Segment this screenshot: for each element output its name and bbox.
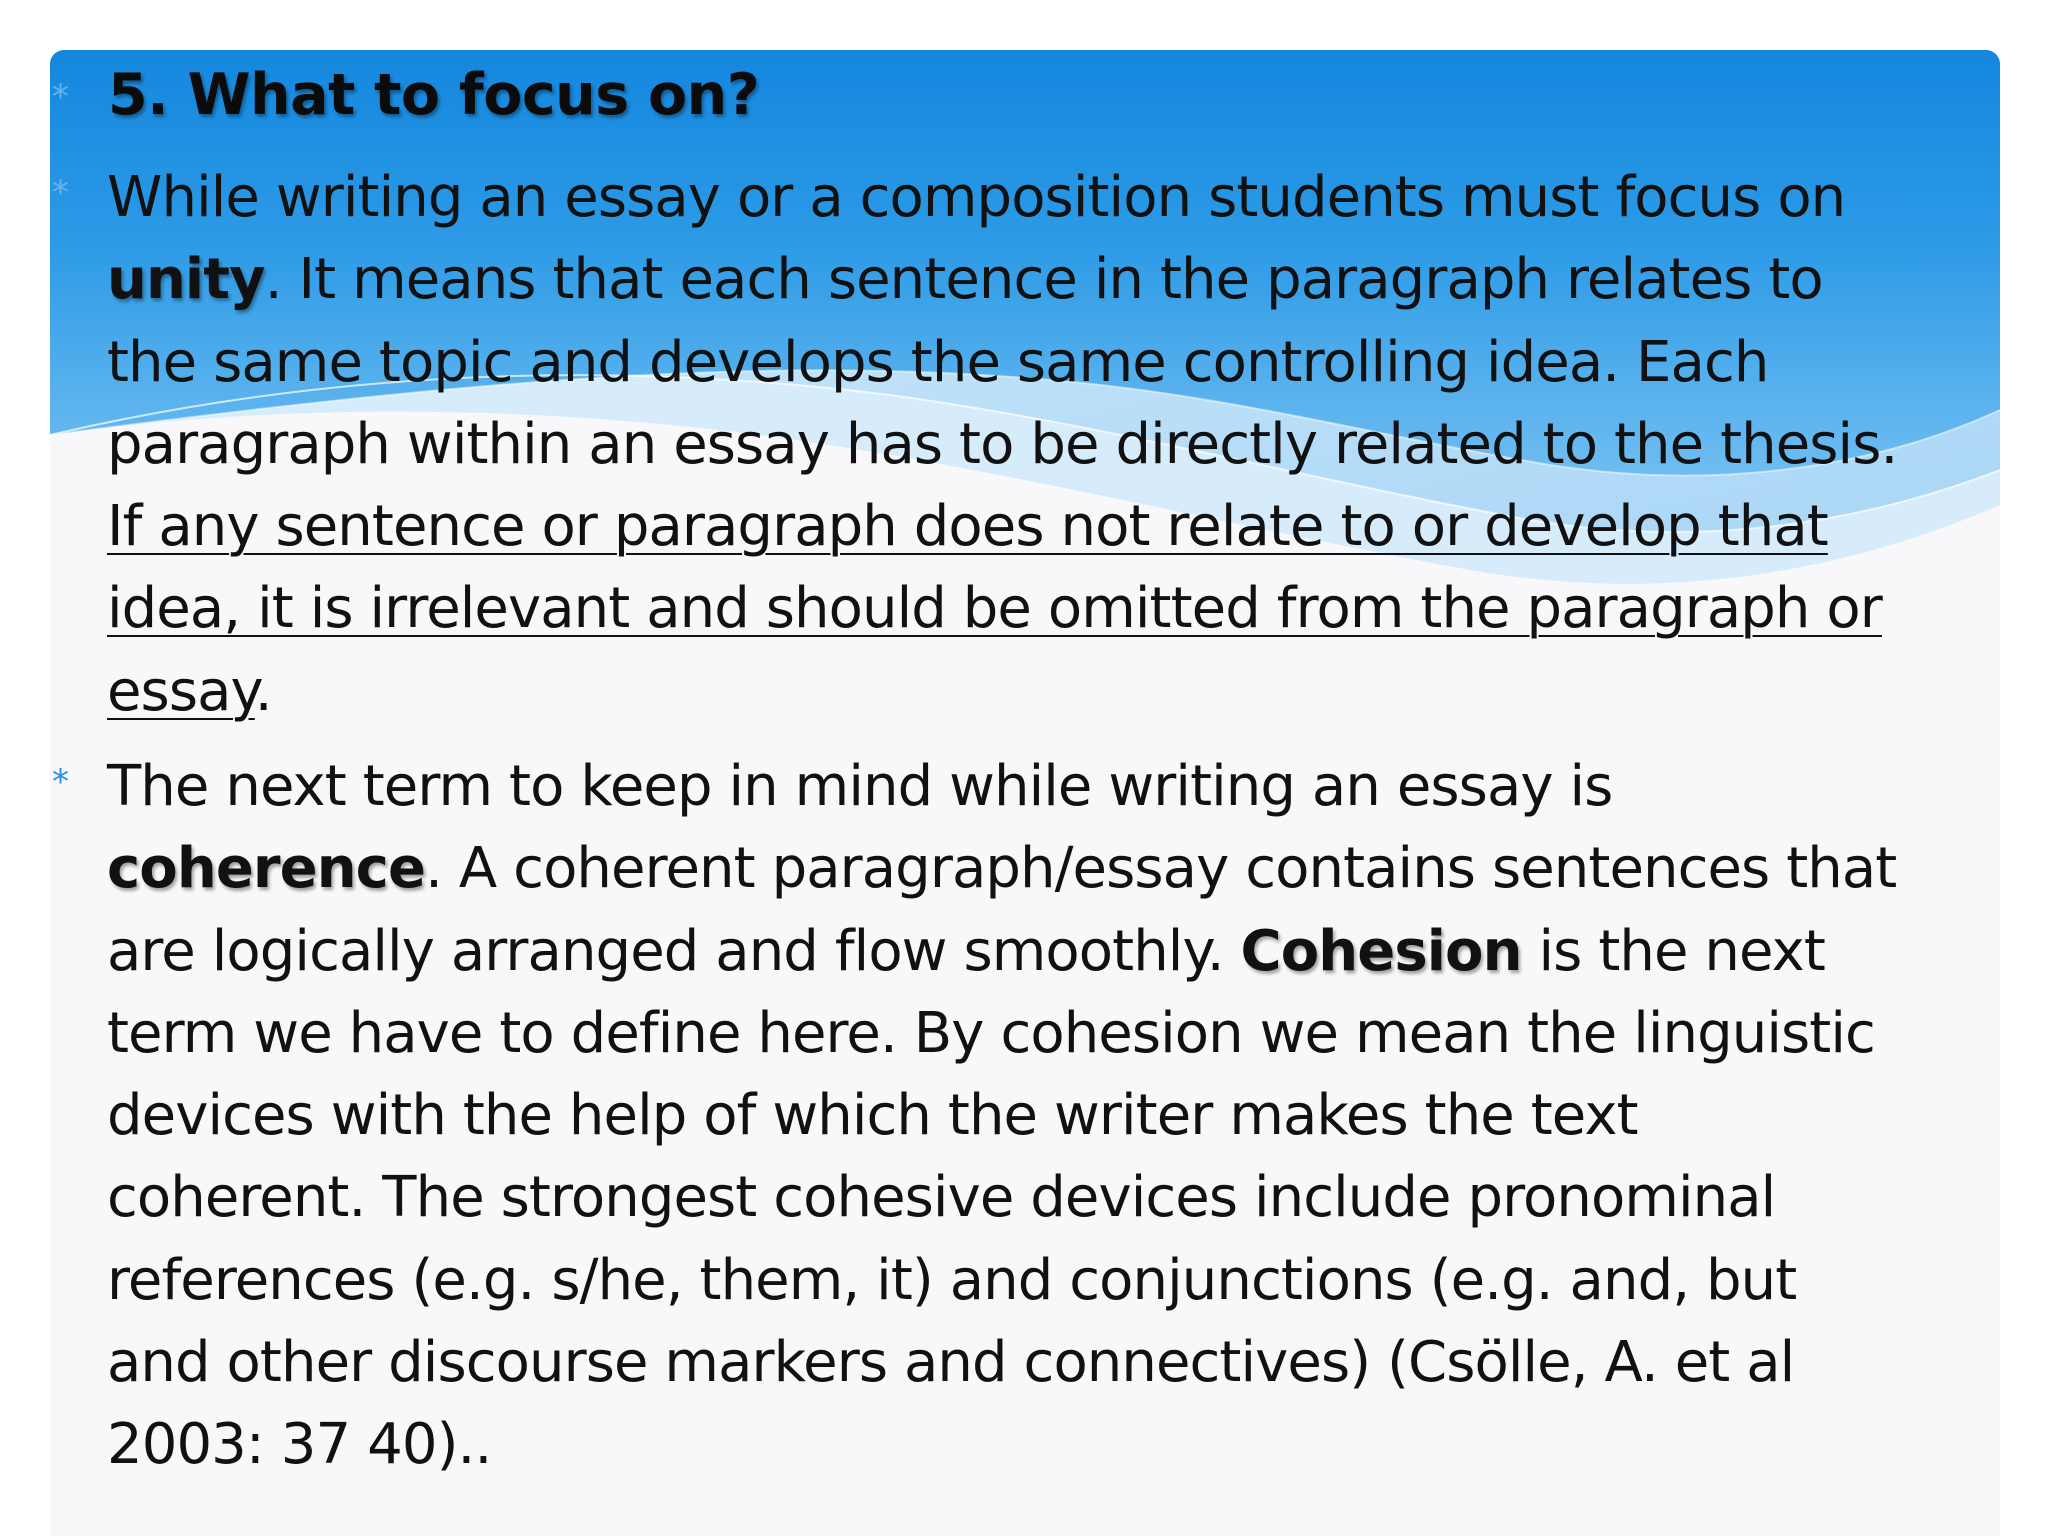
text-line: devices with the help of which the writer makes the text [107, 1083, 1638, 1149]
text-line: coherent. The strongest cohesive devices include pronominal [107, 1165, 1776, 1231]
text-line: term we have to define here. By cohesion we mean the linguistic [107, 1000, 1875, 1066]
term-coherence: coherence [107, 836, 426, 902]
slide-content [50, 50, 2000, 1536]
text-line [107, 911, 2000, 993]
text-line: 2003: 37 40).. [107, 1412, 492, 1478]
text-line [107, 828, 2000, 910]
text-line: references (e.g. s/he, them, it) and conjunctions (e.g. and, but [107, 1247, 1797, 1313]
term-cohesion: Cohesion [1240, 918, 1522, 984]
text-line: and other discourse markers and connectives) (Csölle, A. et al [107, 1330, 1795, 1396]
text-line [107, 486, 2000, 568]
text-line: paragraph within an essay has to be directly related to the thesis. [107, 411, 1898, 477]
underlined-text: If any sentence or paragraph does not relate to or develop that [107, 494, 1828, 560]
text-line [107, 651, 2000, 733]
text-line: While writing an essay or a composition students must focus on [107, 165, 1846, 230]
paragraph-coherence [107, 746, 2000, 1487]
underlined-text: idea, it is irrelevant and should be omitted from the paragraph or [107, 576, 1882, 642]
bullet-icon: * [52, 77, 69, 117]
text-line: The next term to keep in mind while writing an essay is [107, 754, 1613, 819]
text-span: is the next [1521, 918, 1825, 984]
text-line [107, 568, 2000, 650]
slide [50, 50, 2000, 1536]
text-span: . [254, 658, 272, 724]
text-line [107, 239, 2000, 321]
text-span: . A coherent paragraph/essay contains sentences that [425, 836, 1897, 902]
slide-heading: 5. What to focus on? [108, 62, 760, 128]
term-unity: unity [107, 247, 265, 313]
bullet-icon: * [52, 173, 69, 213]
paragraph-unity [107, 157, 2000, 733]
text-line: the same topic and develops the same controlling idea. Each [107, 329, 1769, 395]
text-span: are logically arranged and flow smoothly. [107, 918, 1241, 984]
bullet-icon: * [52, 762, 69, 802]
underlined-text: essay [107, 658, 255, 724]
text-span: . It means that each sentence in the paragraph relates to [264, 247, 1823, 313]
